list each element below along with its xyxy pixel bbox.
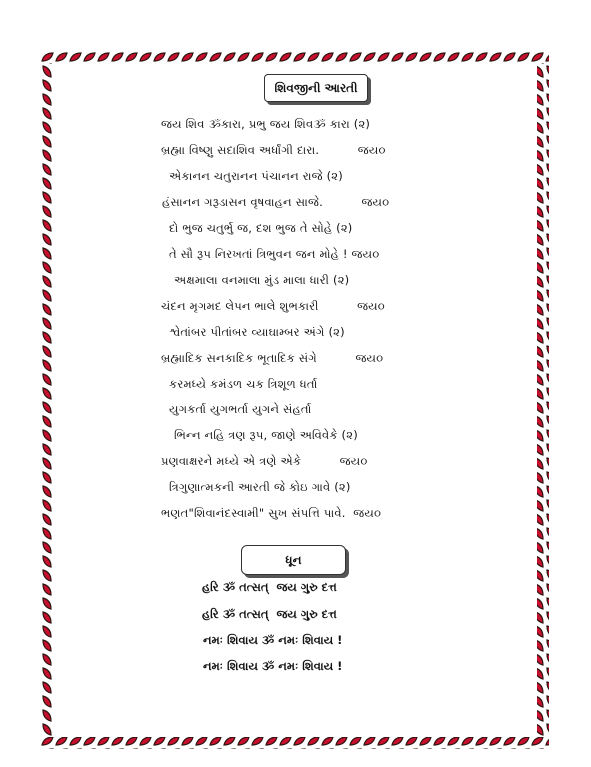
verse-line-9: શ્વેતાંબર પીતાંબર વ્યાઘામ્બર અંગે (૨) (169, 325, 345, 339)
verse-line-7: અક્ષમાલા વનમાલા મુંડ માલા ધારી (૨) (174, 273, 350, 287)
dhun-line-2: હરિ ૐ તત્સત્ જય ગુરુ દત્ત (202, 607, 337, 621)
verse-line-4: હંસાનન ગરૂડાસન વૃષવાહન સાજે. જય૦ (162, 195, 390, 209)
verse-line-16: ભણત"શિવાનંદસ્વામી" સુખ સંપત્તિ પાવે. જય૦ (161, 506, 382, 520)
verse-line-3: એકાનન ચતુરાનન પંચાનન રાજે (૨) (169, 169, 343, 183)
verse-line-1: જય શિવ ૐકારા, પ્રભુ જય શિવૐ કારા (૨) (161, 117, 371, 131)
page-title: શિવજીની આરતી (264, 74, 368, 102)
verse-line-10: બ્રહ્માદિક સનકાદિક ભૂતાદિક સંગે જય૦ (161, 351, 384, 365)
verse-line-14: પ્રણવાક્ષરને મધ્યે એ ત્રણે એકે જય૦ (161, 454, 368, 468)
verse-line-8: ચંદન મૃગમદ લેપન ભાલે શુભકારી જય૦ (161, 299, 385, 313)
dhun-line-1: હરિ ૐ તત્સત્ જય ગુરુ દત્ત (202, 580, 337, 594)
verse-line-13: ભિન્ન નહિ ત્રણ રૂપ, જાણે અવિવેકે (૨) (174, 428, 358, 442)
dhun-line-4: નમઃ શિવાય ૐ નમઃ શિવાય ! (203, 659, 343, 673)
verse-line-5: દો ભુજ ચતુર્ભુ જ, દશ ભુજ તે સોહે (૨) (169, 221, 353, 235)
verse-line-11: કરમધ્યે કમંડળ ચક ત્રિશૂળ ધર્તા (169, 377, 318, 391)
verse-line-2: બ્રહ્મા વિષ્ણુ સદાશિવ અર્ધાંગી દારા. જય૦ (161, 143, 386, 157)
verse-line-6: તે સૌ રૂપ નિરખતાં ત્રિભુવન જન મોહે ! જય૦ (169, 247, 380, 261)
verse-line-15: ત્રિગુણાત્મકની આરતી જે કોઇ ગાવે (૨) (169, 480, 351, 494)
dhun-heading: ધૂન (241, 545, 346, 575)
dhun-line-3: નમઃ શિવાય ૐ નમઃ શિવાય ! (203, 633, 343, 647)
verse-line-12: યુગકર્તા યુગભર્તા યુગને સંહર્તા (169, 402, 312, 416)
